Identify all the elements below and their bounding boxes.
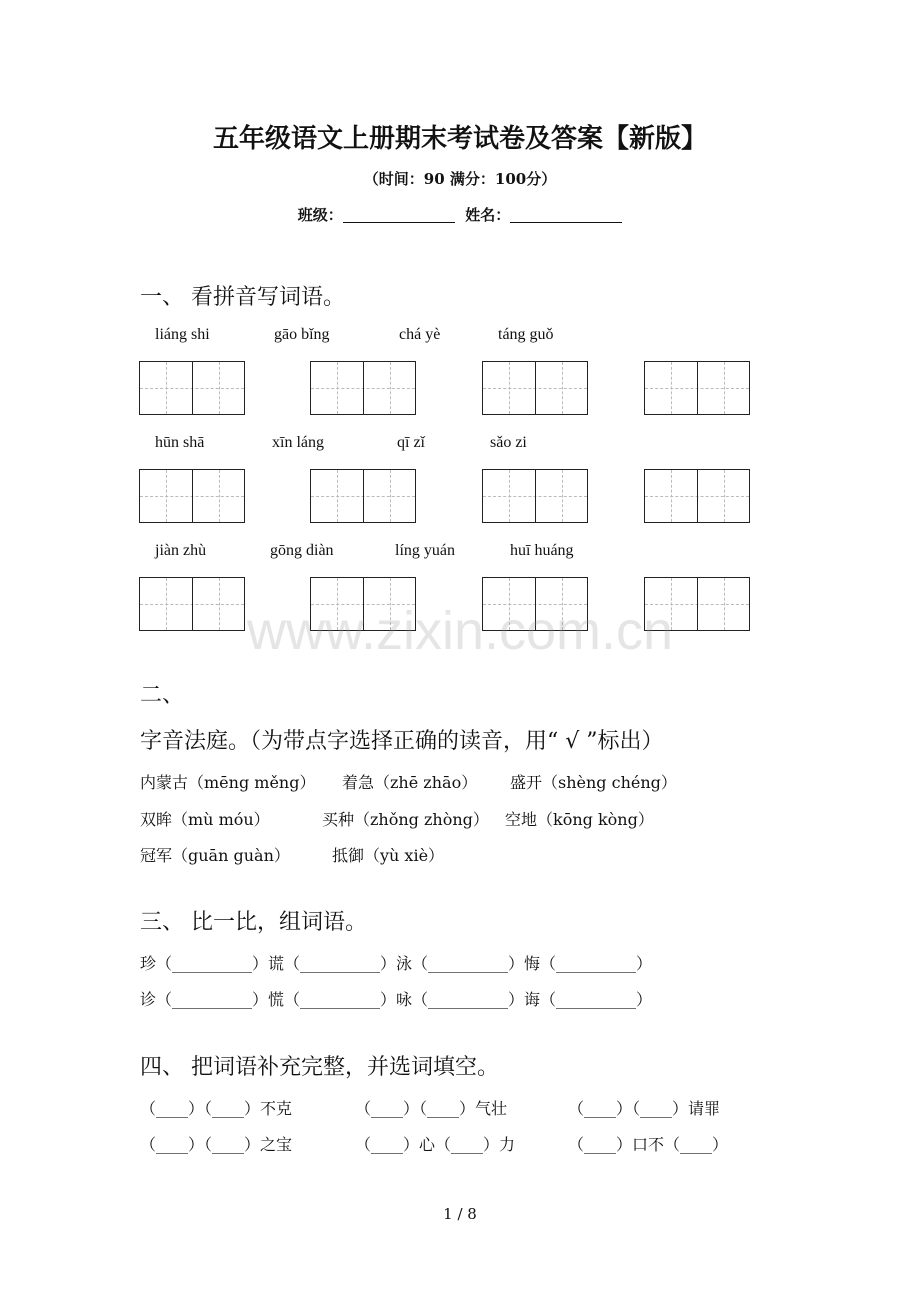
section4-heading: 四、 把词语补充完整，并选词填空。 xyxy=(140,1055,499,1080)
name-blank[interactable] xyxy=(510,206,622,223)
pinyin-label: hūn shā xyxy=(155,434,205,451)
pinyin-label: líng yuán xyxy=(395,542,455,559)
idiom-fill-item[interactable]: （____）（____）气壮 xyxy=(355,1099,508,1118)
name-label: 姓名： xyxy=(465,206,511,224)
idiom-fill-item[interactable]: （____）心（____）力 xyxy=(355,1135,516,1154)
idiom-fill-item[interactable]: （____）（____）之宝 xyxy=(140,1135,293,1154)
exam-info: （时间：90 满分：100分） xyxy=(363,170,557,188)
writing-box[interactable] xyxy=(482,469,588,523)
pinyin-label: huī huáng xyxy=(510,542,574,559)
section3-heading: 三、 比一比，组词语。 xyxy=(140,910,367,935)
writing-box[interactable] xyxy=(644,361,750,415)
pronunciation-item: 双眸（mù móu） xyxy=(140,810,270,829)
pinyin-label: táng guǒ xyxy=(498,326,554,343)
pinyin-label: xīn láng xyxy=(272,434,324,451)
writing-box[interactable] xyxy=(139,361,245,415)
class-blank[interactable] xyxy=(343,206,455,223)
pronunciation-item: 冠军（guān guàn） xyxy=(140,846,290,865)
pronunciation-item: 内蒙古（mēng měng） xyxy=(140,773,316,792)
pinyin-label: gāo bǐng xyxy=(274,326,330,343)
pinyin-label: qī zǐ xyxy=(397,434,425,451)
class-label: 班级： xyxy=(297,206,343,224)
section2-instruction: 字音法庭。（为带点字选择正确的读音，用“ √ ”标出） xyxy=(140,729,664,754)
pinyin-label: gōng diàn xyxy=(270,542,334,559)
page-title: 五年级语文上册期末考试卷及答案【新版】 xyxy=(212,124,707,154)
pinyin-label: jiàn zhù xyxy=(155,542,207,559)
pronunciation-item: 抵御（yù xiè） xyxy=(332,846,445,865)
word-group-line[interactable]: 诊（__________）慌（__________）咏（__________）诲（__________） xyxy=(140,990,653,1009)
writing-box[interactable] xyxy=(310,469,416,523)
writing-box[interactable] xyxy=(644,469,750,523)
pinyin-label: chá yè xyxy=(399,326,441,343)
section1-heading: 一、 看拼音写词语。 xyxy=(140,285,345,310)
writing-box[interactable] xyxy=(482,361,588,415)
pronunciation-item: 空地（kōng kòng） xyxy=(505,810,654,829)
pronunciation-item: 盛开（shèng chéng） xyxy=(510,773,677,792)
word-group-line[interactable]: 珍（__________）谎（__________）泳（__________）悔（__________） xyxy=(140,954,653,973)
idiom-fill-item[interactable]: （____）口不（____） xyxy=(568,1135,729,1154)
pinyin-label: sǎo zi xyxy=(490,434,527,451)
pronunciation-item: 买种（zhǒng zhòng） xyxy=(322,810,489,829)
class-name-line xyxy=(0,204,920,225)
writing-box[interactable] xyxy=(139,469,245,523)
writing-box[interactable] xyxy=(310,361,416,415)
pronunciation-item: 着急（zhē zhāo） xyxy=(342,773,478,792)
idiom-fill-item[interactable]: （____）（____）请罪 xyxy=(568,1099,721,1118)
section2-heading: 二、 xyxy=(140,683,185,708)
page-number: 1 / 8 xyxy=(443,1205,477,1223)
pinyin-label: liáng shi xyxy=(155,326,210,343)
watermark: www.zixin.com.cn xyxy=(246,601,674,661)
idiom-fill-item[interactable]: （____）（____）不克 xyxy=(140,1099,293,1118)
